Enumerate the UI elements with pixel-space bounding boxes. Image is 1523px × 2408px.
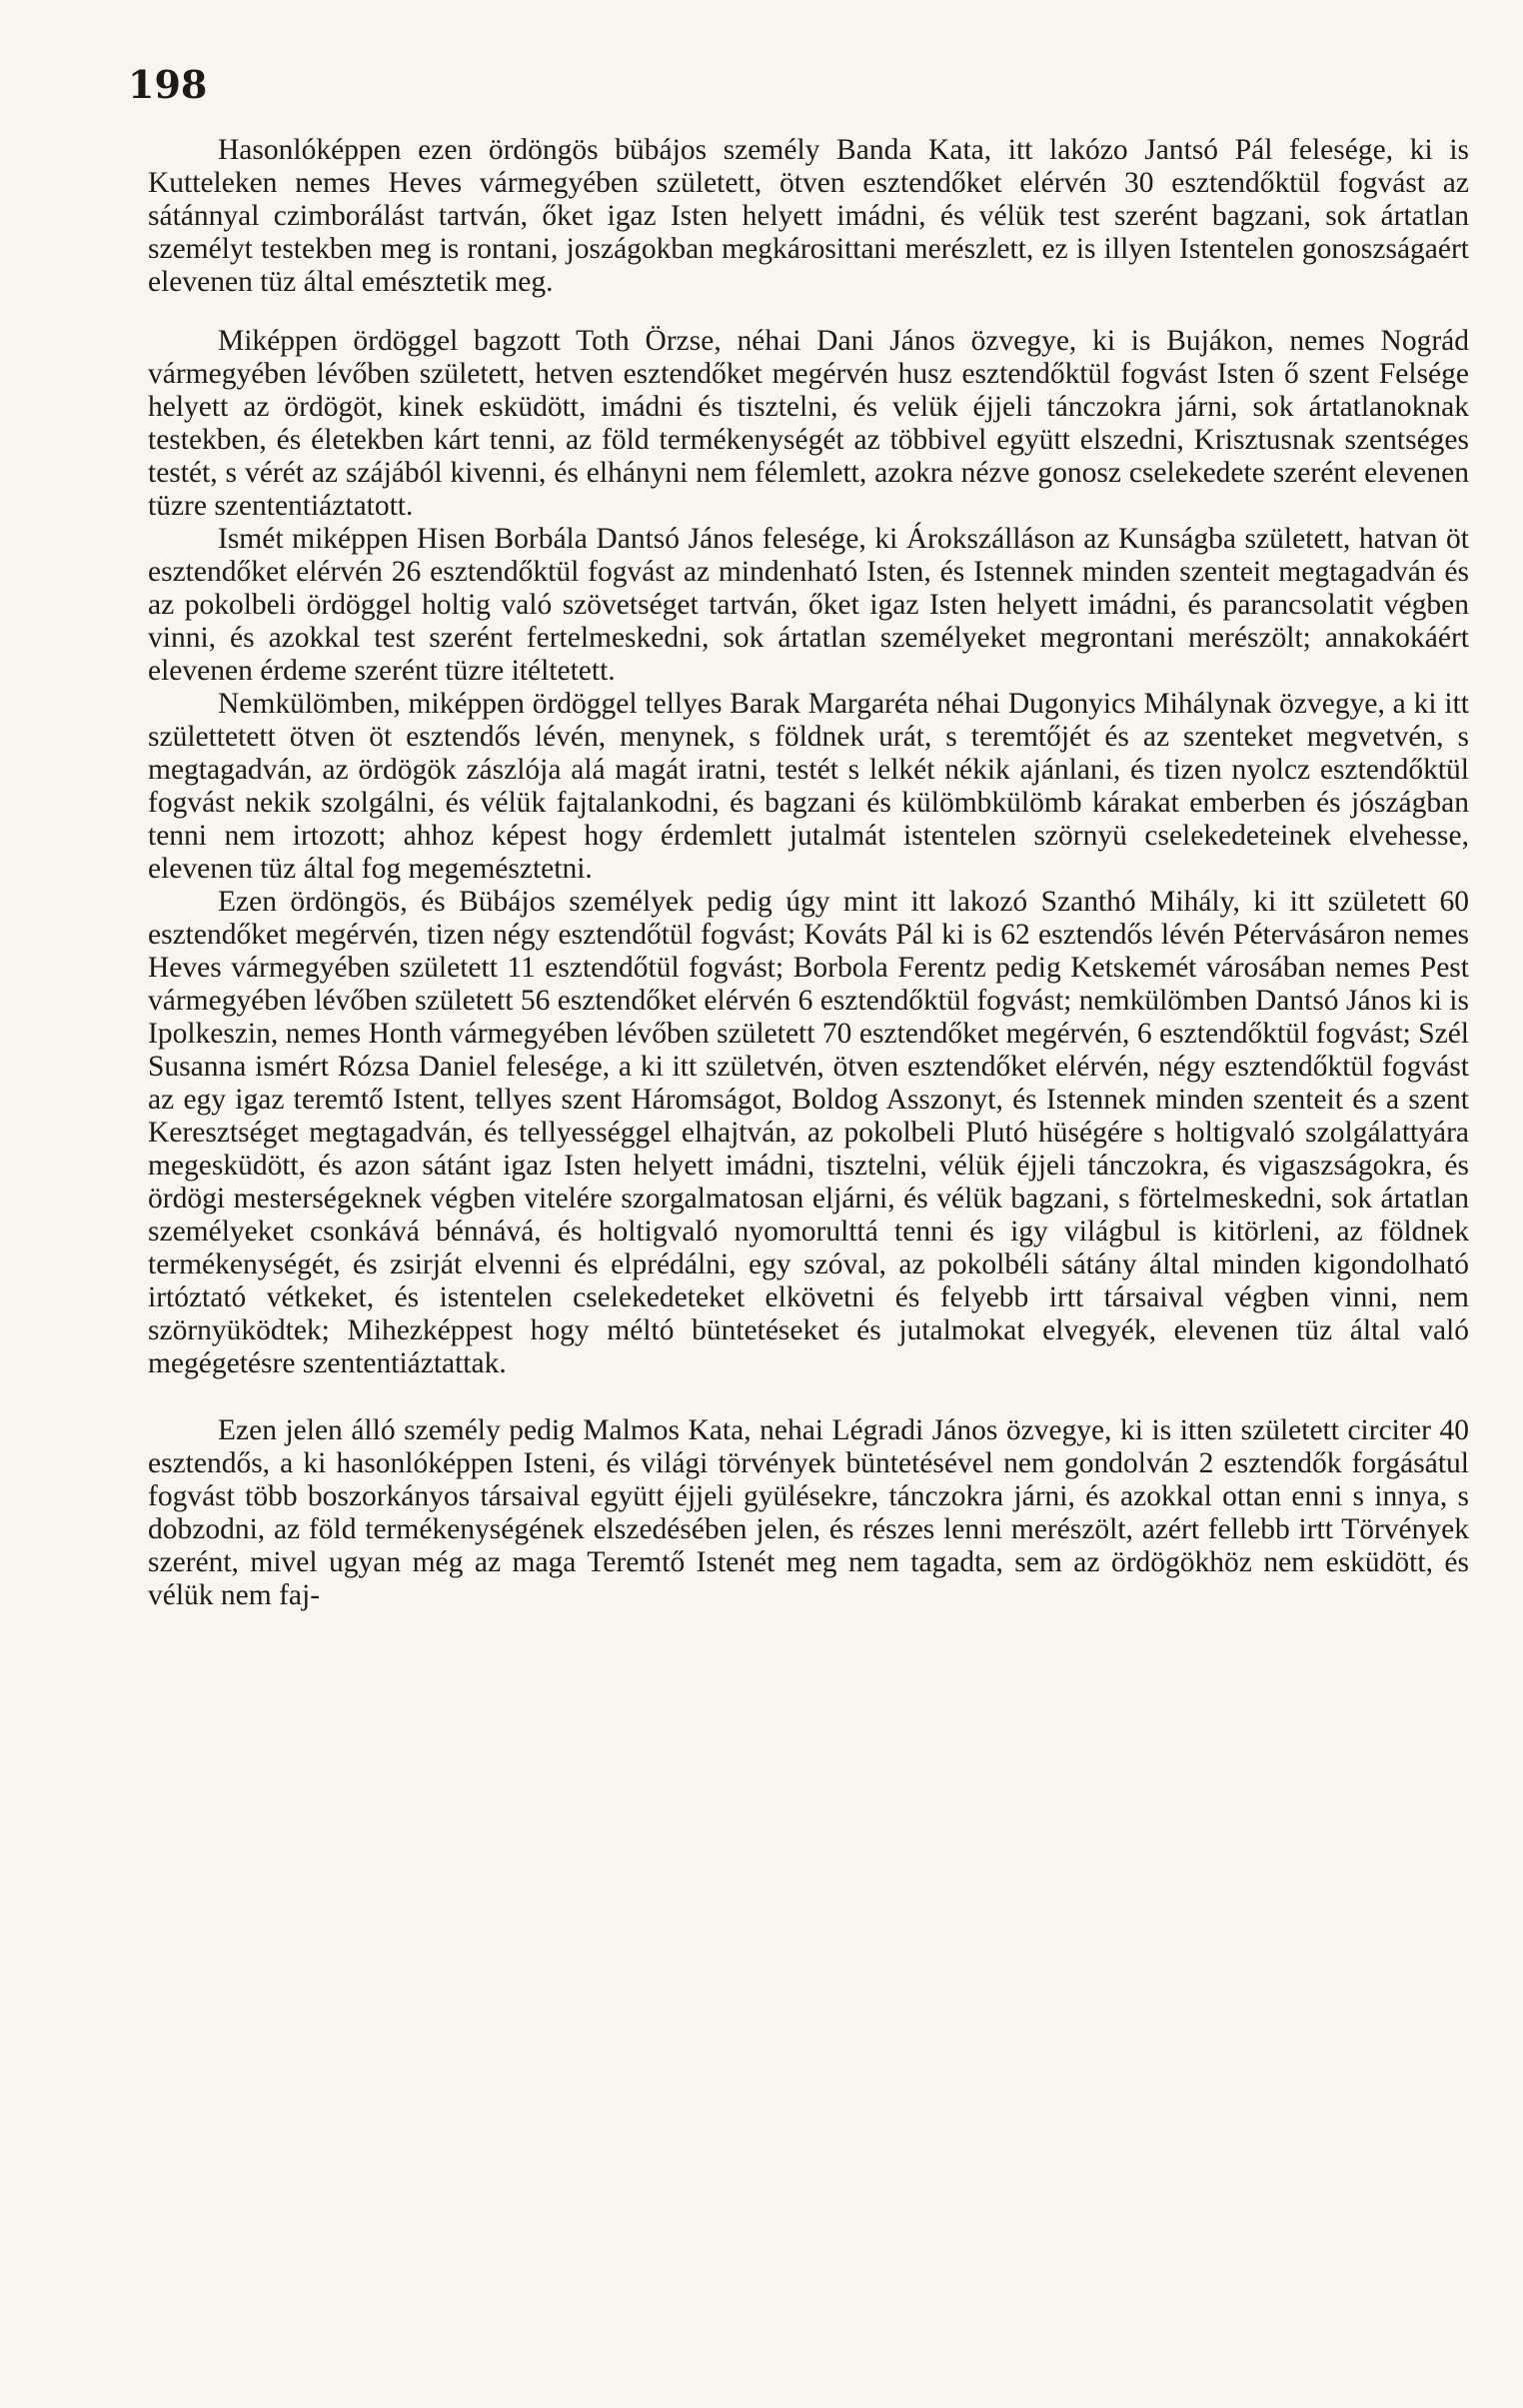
page-number: 198: [128, 62, 208, 107]
paragraph-malmos-kata: Ezen jelen álló személy pedig Malmos Kata, nehai Légradi János özvegye, ki is itten született circiter 40 esztendős, a ki hasonlóképpen Isteni, és világi törvények büntetésével nem gondolván 2 esztendők forgásátul fogvást több boszorkányos társaival együtt éjjeli gyülésekre, tánczokra járni, és azokkal ottan enni s innya, s dobzodni, az föld termékenységének elszedésében jelen, és részes lenni merészölt, azért fellebb irtt Törvények szerént, mivel ugyan még az maga Teremtő Istenét meg nem tagadta, sem az ördögökhöz nem esküdött, és vélük nem faj-: [148, 1414, 1469, 1611]
page-body: [148, 134, 1469, 1612]
paragraph-toth-orzse: Miképpen ördöggel bagzott Toth Örzse, néhai Dani János özvegye, ki is Bujákon, nemes Nográd vármegyében lévőben született, hetven esztendőket megérvén husz esztendőktül fogvást Isten ő szent Felsége helyett az ördögöt, kinek esküdött, imádni és tisztelni, és velük éjjeli tánczokra járni, sok ártatlanoknak testekben, és életekben kárt tenni, az föld termékenységét az többivel együtt elszedni, Krisztusnak szentséges testét, s vérét az szájából kivenni, és elhányni nem félemlett, azokra nézve gonosz cselekedete szerént elevenen tüzre szententiáztatott.: [148, 325, 1469, 522]
paragraph-ordongos-szemelyek: Ezen ördöngös, és Bübájos személyek pedig úgy mint itt lakozó Szanthó Mihály, ki itt született 60 esztendőket megérvén, tizen négy esztendőtül fogvást; Kováts Pál ki is 62 esztendős lévén Pétervásáron nemes Heves vármegyében született 11 esztendőtül fogvást; Borbola Ferentz pedig Ketskemét városában nemes Pest vármegyében lévőben született 56 esztendőket elérvén 6 esztendőktül fogvást; nemkülömben Dantsó János ki is Ipolkeszin, nemes Honth vármegyében lévőben született 70 esztendőket megérvén, 6 esztendőktül fogvást; Szél Susanna ismért Rózsa Daniel felesége, a ki itt születvén, ötven esztendőket elérvén, négy esztendőktül fogvást az egy igaz teremtő Istent, tellyes szent Háromságot, Boldog Asszonyt, és Istennek minden szenteit és a szent Keresztséget megtagadván, és tellyességgel elhajtván, az pokolbeli Plutó hüségére s holtigvaló szolgálattyára megesküdött, és azon sátánt igaz Isten helyett imádni, tisztelni, vélük éjjeli tánczokra, és vigaszságokra, és ördögi mesterségeknek végben vitelére szorgalmatosan eljárni, és vélük bagzani, s förtelmeskedni, sok ártatlan személyeket csonkává bénnává, és holtigvaló nyomorulttá tenni és igy világbul is kitörleni, az földnek termékenységét, és zsirját elvenni és elprédálni, egy szóval, az pokolbéli sátány által minden kigondolható irtóztató vétkeket, és istentelen cselekedeteket elkövetni és felyebb irtt társaival végben vinni, nem szörnyüködtek; Mihezképpest hogy méltó büntetéseket és jutalmokat elvegyék, elevenen tüz által való megégetésre szententiáztattak.: [148, 886, 1469, 1379]
paragraph-barak-margareta: Nemkülömben, miképpen ördöggel tellyes Barak Margaréta néhai Dugonyics Mihálynak özvegye, a ki itt születtetett ötven öt esztendős lévén, menynek, s földnek urát, s teremtőjét és az szenteket megvetvén, s megtagadván, az ördögök zászlója alá magát iratni, testét s lelkét nékik ajánlani, és tizen nyolcz esztendőktül fogvást nekik szolgálni, és vélük fajtalankodni, és bagzani és külömbkülömb kárakat emberben és jószágban tenni nem irtozott; ahhoz képest hogy érdemlett jutalmát istentelen szörnyü cselekedeteinek elvehesse, elevenen tüz által fog megemésztetni.: [148, 688, 1469, 885]
paragraph-banda-kata: Hasonlóképpen ezen ördöngös bübájos személy Banda Kata, itt lakózo Jantsó Pál felesége, ki is Kutteleken nemes Heves vármegyében született, ötven esztendőket elérvén 30 esztendőktül fogvást az sátánnyal czimborálást tartván, őket igaz Isten helyett imádni, és vélük test szerént bagzani, sok ártatlan személyt testekben meg is rontani, joszágokban megkárosittani merészlett, ez is illyen Istentelen gonoszságaért elevenen tüz által emésztetik meg.: [148, 134, 1469, 298]
paragraph-hisen-borbala: Ismét miképpen Hisen Borbála Dantsó János felesége, ki Árokszálláson az Kunságba született, hatvan öt esztendőket elérvén 26 esztendőktül fogvást az mindenható Isten, és Istennek minden szenteit megtagadván és az pokolbeli ördöggel holtig való szövetséget tartván, őket igaz Isten helyett imádni, és parancsolatit végben vinni, és azokkal test szerént fertelmeskedni, sok ártatlan személyeket megrontani merészölt; annakokáért elevenen érdeme szerént tüzre itéltetett.: [148, 523, 1469, 687]
